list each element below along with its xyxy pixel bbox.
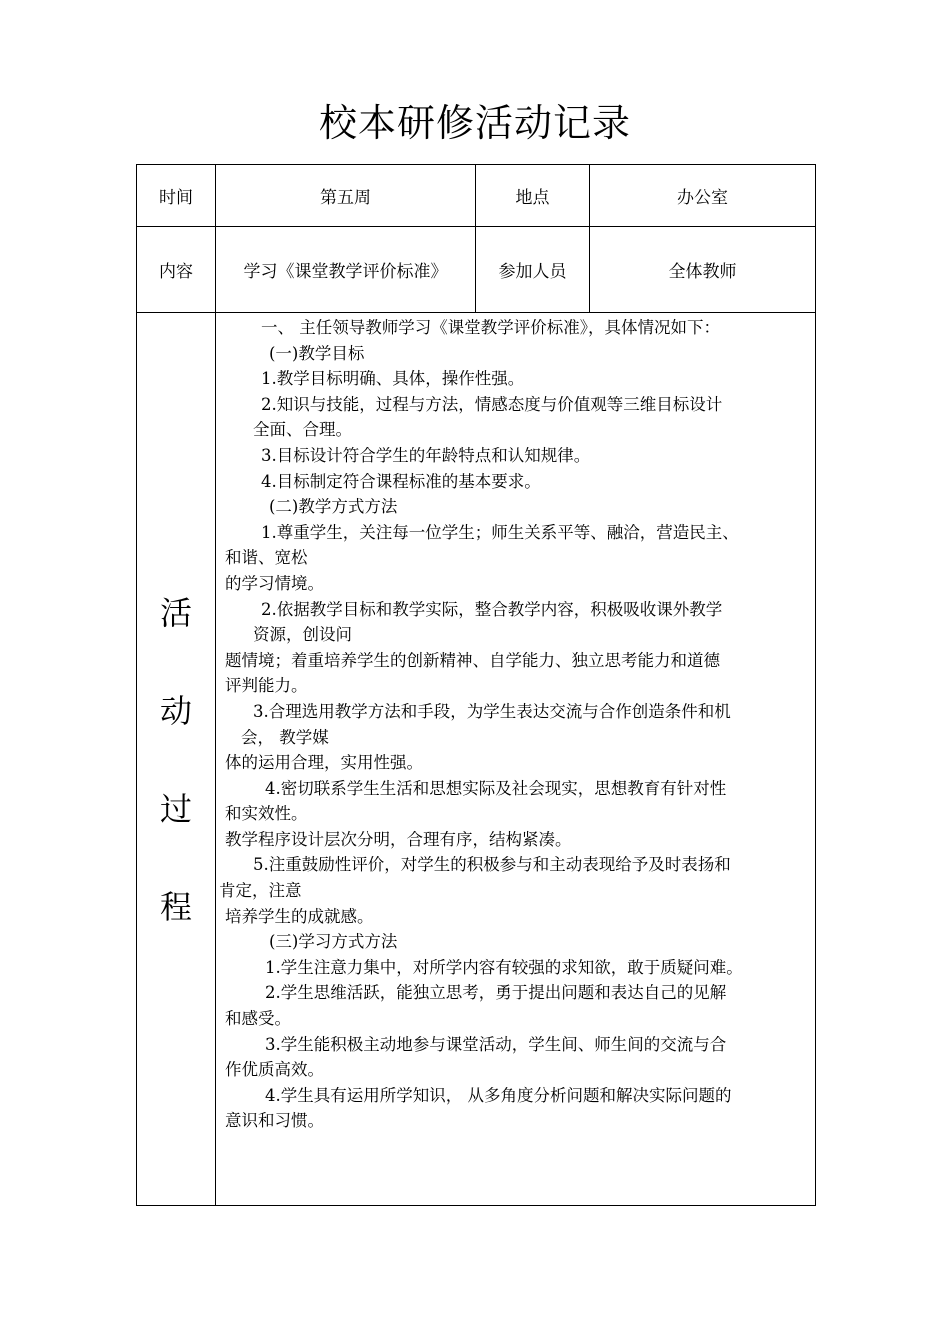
- text-line: 2.知识与技能，过程与方法，情感态度与价值观等三维目标设计: [261, 394, 723, 414]
- participants-label: 参加人员: [498, 262, 567, 282]
- text-line: 和实效性。: [225, 804, 308, 824]
- place-value: 办公室: [677, 188, 728, 208]
- text-line: 资源，创设问: [253, 625, 352, 645]
- text-line: 体的运用合理，实用性强。: [225, 753, 423, 773]
- text-line: 全面、合理。: [253, 420, 352, 440]
- text-line: 3.目标设计符合学生的年龄特点和认知规律。: [261, 445, 591, 465]
- activity-process-content: [217, 315, 813, 1134]
- participants-value: 全体教师: [668, 262, 737, 282]
- text-line: 1.尊重学生，关注每一位学生；师生关系平等、融洽，营造民主、: [261, 522, 739, 542]
- text-line: 作优质高效。: [225, 1060, 324, 1080]
- text-line: 的学习情境。: [225, 573, 324, 593]
- text-line: 4.目标制定符合课程标准的基本要求。: [261, 471, 541, 491]
- text-line: 评判能力。: [225, 676, 308, 696]
- text-line: 4.密切联系学生生活和思想实际及社会现实，思想教育有针对性: [265, 778, 727, 798]
- text-line: 2.学生思维活跃，能独立思考，勇于提出问题和表达自己的见解: [265, 983, 727, 1003]
- text-line: 肯定，注意: [219, 881, 302, 901]
- text-line: 2.依据教学目标和教学实际，整合教学内容，积极吸收课外教学: [261, 599, 723, 619]
- section-heading: (三)学习方式方法: [269, 932, 398, 952]
- content-value: 学习《课堂教学评价标准》: [243, 262, 448, 282]
- text-line: 4.学生具有运用所学知识， 从多角度分析问题和解决实际问题的: [265, 1085, 732, 1105]
- text-line: 3.合理选用教学方法和手段，为学生表达交流与合作创造条件和机: [253, 701, 731, 721]
- record-table: [136, 164, 816, 1206]
- text-line: 会， 教学媒: [241, 727, 329, 747]
- text-line: 5.注重鼓励性评价，对学生的积极参与和主动表现给予及时表扬和: [253, 855, 731, 875]
- section-heading: (二)教学方式方法: [269, 497, 398, 517]
- text-line: 1.学生注意力集中，对所学内容有较强的求知欲，敢于质疑问难。: [265, 957, 743, 977]
- side-char: 程: [159, 887, 192, 926]
- side-char: 动: [159, 691, 192, 730]
- text-line: 1.教学目标明确、具体，操作性强。: [261, 369, 525, 389]
- text-line: 和感受。: [225, 1009, 291, 1029]
- text-line: 培养学生的成就感。: [225, 906, 374, 926]
- page-title: 校本研修活动记录: [318, 101, 631, 145]
- place-label: 地点: [515, 188, 550, 208]
- column-divider: [215, 165, 216, 1205]
- content-label: 内容: [159, 262, 193, 282]
- text-line: 3.学生能积极主动地参与课堂活动，学生间、师生间的交流与合: [265, 1034, 727, 1054]
- text-line: 一、 主任领导教师学习《课堂教学评价标准》，具体情况如下：: [261, 318, 720, 337]
- text-line: 题情境；着重培养学生的创新精神、自学能力、独立思考能力和道德: [225, 650, 720, 670]
- text-line: 和谐、宽松: [225, 548, 308, 568]
- time-value: 第五周: [320, 188, 371, 208]
- text-line: 意识和习惯。: [225, 1111, 324, 1131]
- section-heading: (一)教学目标: [269, 343, 365, 363]
- side-char: 活: [159, 593, 192, 632]
- activity-process-label: [137, 313, 215, 1206]
- row-divider: [137, 312, 815, 313]
- text-line: 教学程序设计层次分明，合理有序，结构紧凑。: [225, 829, 572, 849]
- time-label: 时间: [159, 188, 193, 208]
- side-char: 过: [159, 789, 192, 828]
